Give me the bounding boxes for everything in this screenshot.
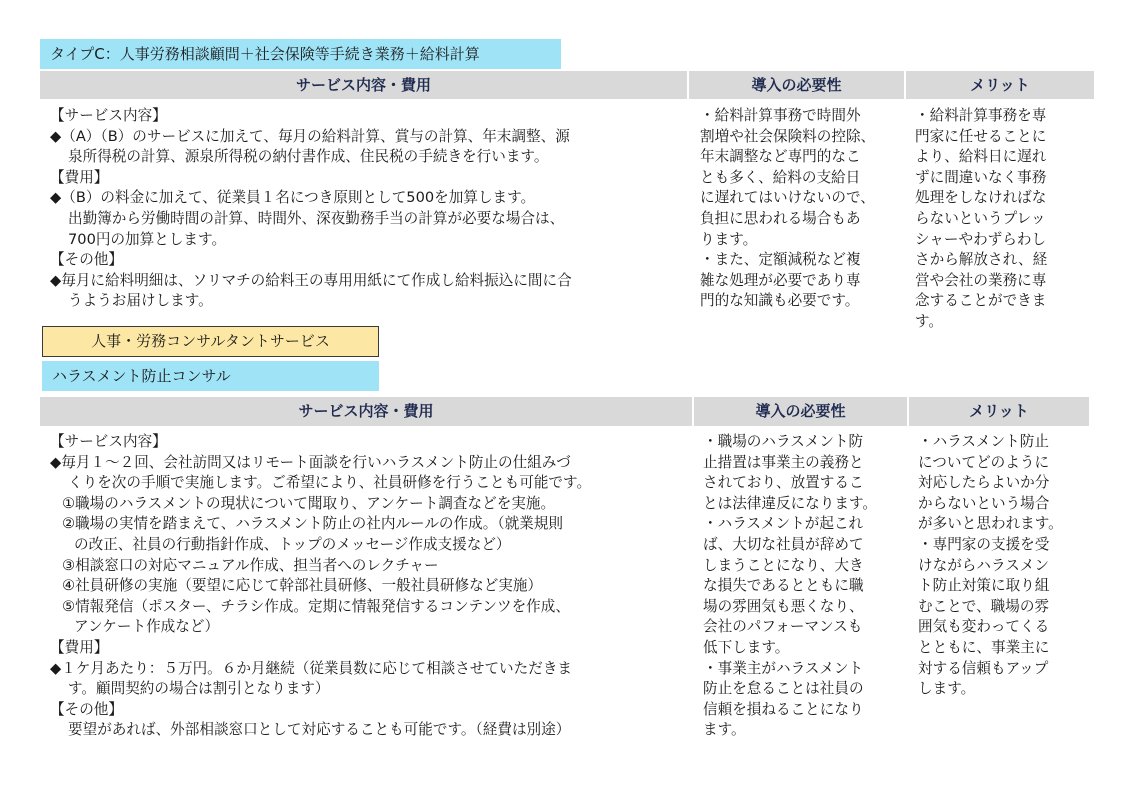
text-line: ⑤情報発信（ポスター、チラシ作成。定期に情報発信するコンテンツを作成、 [62,597,570,615]
text-line: についてどのように [918,453,1050,471]
text-line: 営や会社の業務に専 [915,271,1047,289]
text-line: 【サービス内容】 [50,433,167,450]
necessity-cell [700,106,905,312]
header-service: サービス内容・費用 [40,397,692,426]
text-line: ③相談窓口の対応マニュアル作成、担当者へのレクチャー [62,556,439,574]
service-cell [50,432,695,741]
text-line: 出勤簿から労働時間の計算、時間外、深夜勤務手当の計算が必要な場合は、 [68,209,565,227]
text-line: ・ハラスメントが起これ [703,515,864,533]
text-line: ④社員研修の実施（要望に応じて幹部社員研修、一般社員研修など実施） [62,577,543,595]
section-title-harassment: ハラスメント防止コンサル [42,361,379,391]
text-line: ◆（A）（B）のサービスに加えて、毎月の給料計算、賞与の計算、年末調整、源 [50,127,570,145]
text-line: ります。 [700,230,758,248]
text-line: ずに間違いなく事務 [915,168,1047,186]
text-line: シャーやわずらわし [915,230,1047,248]
text-line: 【その他】 [50,251,123,269]
merit-cell [918,432,1108,700]
text-line: うようお届けします。 [68,292,213,310]
necessity-cell [703,432,908,741]
text-line: ②職場の実情を踏まえて、ハラスメント防止の社内ルールの作成。（就業規則 [62,515,563,533]
text-line: ・専門家の支援を受 [918,535,1050,553]
text-line: ◆（B）の料金に加えて、従業員１名につき原則として500を加算します。 [50,189,536,207]
text-line: 門的な知識も必要です。 [700,292,860,310]
text-line: されており、放置するこ [703,474,864,492]
text-line: ます。 [703,721,746,739]
header-merit: メリット [906,71,1094,99]
text-line: 泉所得税の計算、源泉所得税の納付書作成、住民税の手続きを行います。 [68,148,549,166]
text-line: 雑な処理が必要であり専 [700,271,861,289]
text-line: 割増や社会保険料の控除、 [700,127,876,145]
text-line: 【費用】 [50,638,109,656]
text-line: むことで、職場の雰 [918,597,1050,615]
text-line: 会社のパフォーマンスも [703,618,863,636]
text-line: 場の雰囲気も悪くなり、 [703,597,864,615]
header-service: サービス内容・費用 [40,71,687,99]
text-line: が多いと思われます。 [918,515,1063,533]
text-line: な損失であるとともに職 [703,577,864,595]
text-line: さから解放され、経 [915,251,1048,269]
text-line: とも多く、給料の支給日 [700,168,861,186]
text-line: 【サービス内容】 [50,107,167,124]
text-line: ・事業主がハラスメント [703,659,864,677]
text-line: 700円の加算とします。 [68,230,227,248]
text-line: ・給料計算事務を専 [915,107,1047,124]
text-line: 【費用】 [50,168,109,186]
text-line: アンケート作成など） [74,618,220,636]
text-line: 低下します。 [703,638,790,656]
header-merit: メリット [909,397,1089,426]
text-line: ・職場のハラスメント防 [703,433,864,450]
text-line: す。顧問契約の場合は割引となります） [68,680,330,698]
text-line: す。 [915,312,944,330]
service-cell [50,106,690,312]
text-line: 要望があれば、外部相談窓口として対応することも可能です。（経費は別途） [68,721,571,739]
header-necessity: 導入の必要性 [694,397,907,426]
text-line: らないというプレッ [915,209,1046,227]
category-label: 人事・労務コンサルタントサービス [42,326,379,357]
text-line: からないという場合 [918,494,1050,512]
text-line: けながらハラスメン [918,556,1049,574]
text-line: に遅れてはいけないので、 [700,189,875,207]
text-line: 防止を怠ることは社員の [703,680,864,698]
text-line: ◆毎月１～２回、会社訪問又はリモート面談を行いハラスメント防止の仕組みづ [50,453,571,471]
section-title-type-c: タイプC：人事労務相談顧問＋社会保険等手続き業務＋給料計算 [40,39,561,69]
text-line: 念することができま [915,292,1047,310]
text-line: ・また、定額減税など複 [700,251,861,269]
text-line: 対応したらよいか分 [918,474,1050,492]
text-line: 対する信頼もアップ [918,659,1049,677]
header-necessity: 導入の必要性 [689,71,904,99]
text-line: ◆毎月に給料明細は、ソリマチの給料王の専用用紙にて作成し給料振込に間に合 [50,271,572,289]
text-line: ・給料計算事務で時間外 [700,107,861,124]
text-line: 負担に思われる場合もあ [700,209,861,227]
text-line: とともに、事業主に [918,638,1050,656]
text-line: しまうことになり、大き [703,556,864,574]
text-line: とは法律違反になります。 [703,494,877,512]
text-line: 年末調整など専門的なこ [700,148,861,166]
text-line: 信頼を損ねることになり [703,700,864,718]
text-line: ・ハラスメント防止 [918,433,1049,450]
text-line: ①職場のハラスメントの現状について聞取り、アンケート調査などを実施。 [62,494,556,512]
text-line: ば、大切な社員が辞めて [703,535,864,553]
text-line: 処理をしなければな [915,189,1047,207]
text-line: の改正、社員の行動指針作成、トップのメッセージ作成支援など） [74,535,511,553]
text-line: ◆１ケ月あたり：５万円。６か月継続（従業員数に応じて相談させていただきま [50,659,573,677]
merit-cell [915,106,1095,333]
text-line: 【その他】 [50,700,123,718]
text-line: 門家に任せることに [915,127,1047,145]
text-line: ト防止対策に取り組 [918,577,1050,595]
text-line: 止措置は事業主の義務と [703,453,864,471]
text-line: くりを次の手順で実施します。ご希望により、社員研修を行うことも可能です。 [68,474,592,492]
text-line: より、給料日に遅れ [915,148,1047,166]
text-line: 囲気も変わってくる [918,618,1050,636]
text-line: します。 [918,680,976,698]
